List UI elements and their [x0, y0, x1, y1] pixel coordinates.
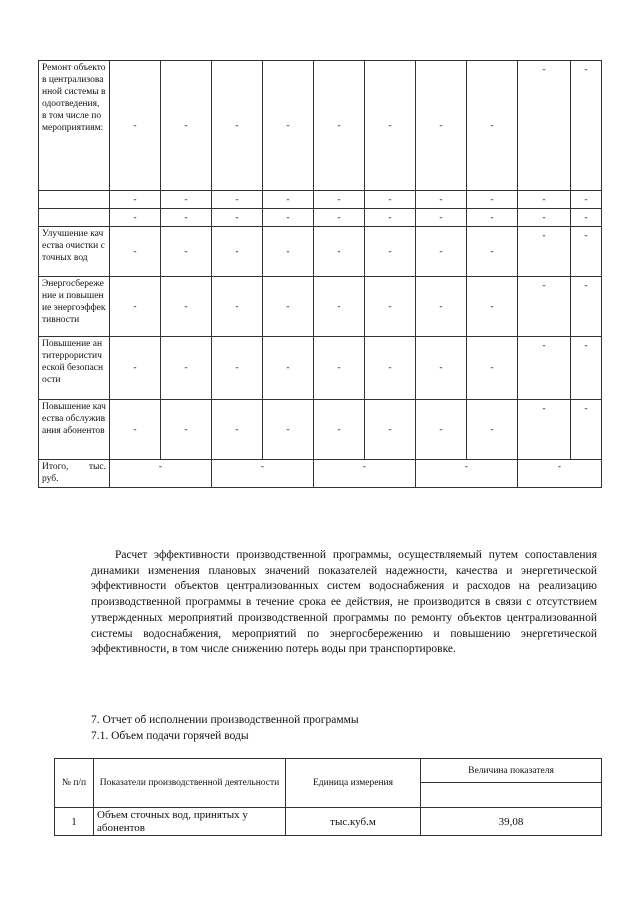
row-label: Повышение качества обслуживания абонентов: [39, 400, 110, 460]
total-row: [39, 460, 602, 488]
table-cell: -: [416, 227, 467, 277]
efficiency-paragraph: Расчет эффективности производственной программы, осуществляемый путем сопоставления динамики изменения плановых значений показателей надежности, качества и энергетической эффективности объектов централизованных систем водоснабжения и расходов на реализацию производственной программы в течение срока ее действия, не производится в связи с отсутствием утвержденных мероприятий производственной программы по ремонту объектов централизованной системы водоснабжения, мероприятий по энергосбережению и повышению энергетической эффективности, в том числе снижению потерь воды при транспортировке.: [91, 549, 597, 656]
table-cell: -: [467, 337, 518, 400]
table-cell-side: -: [518, 191, 571, 209]
table-cell: -: [263, 209, 314, 227]
row-label: Ремонт объектов централизованной системы водоотведения, в том числе по мероприятиям:: [39, 61, 110, 191]
table-cell: -: [416, 337, 467, 400]
table-cell: -: [212, 227, 263, 277]
table-cell: -: [161, 61, 212, 191]
table-cell: -: [110, 227, 161, 277]
section-title: 7. Отчет об исполнении производственной программы: [91, 714, 359, 726]
table-cell-side: -: [571, 227, 602, 277]
table-cell: -: [467, 400, 518, 460]
table-cell-side: -: [571, 277, 602, 337]
table-cell: -: [263, 227, 314, 277]
table-cell: -: [161, 337, 212, 400]
row-value: 39,08: [421, 808, 602, 836]
table-cell: -: [365, 277, 416, 337]
table-cell: -: [467, 277, 518, 337]
table-cell: -: [161, 277, 212, 337]
table-cell: -: [365, 337, 416, 400]
table-cell: -: [467, 191, 518, 209]
row-label: Энергосбережение и повышение энергоэффективности: [39, 277, 110, 337]
table-cell: -: [314, 337, 365, 400]
subsection-title: 7.1. Объем подачи горячей воды: [91, 730, 249, 742]
header-value-sub: [421, 783, 602, 808]
table-cell: -: [314, 61, 365, 191]
total-cell: -: [110, 460, 212, 488]
hot-water-volume-table: [54, 758, 602, 836]
row-num: 1: [55, 808, 94, 836]
total-cell: -: [314, 460, 416, 488]
table-cell: -: [314, 191, 365, 209]
table-cell: -: [161, 227, 212, 277]
table-cell: -: [212, 400, 263, 460]
row-label: Повышение антитеррористической безопасности: [39, 337, 110, 400]
row-label: [39, 191, 110, 209]
table-cell: -: [314, 277, 365, 337]
table-cell: -: [467, 227, 518, 277]
table-cell: -: [314, 227, 365, 277]
table-cell-side: -: [571, 337, 602, 400]
table-cell: -: [365, 191, 416, 209]
table-cell: -: [212, 277, 263, 337]
table-cell: -: [314, 209, 365, 227]
table-cell: -: [263, 337, 314, 400]
table-row: [39, 337, 602, 400]
table-cell: -: [263, 61, 314, 191]
table-cell-side: -: [518, 277, 571, 337]
table-cell: -: [416, 400, 467, 460]
header-indicator: Показатели производственной деятельности: [94, 759, 286, 808]
row-unit: тыс.куб.м: [286, 808, 421, 836]
table-cell-side: -: [518, 400, 571, 460]
table-cell: -: [314, 400, 365, 460]
table-cell-side: -: [518, 337, 571, 400]
table-cell: -: [161, 400, 212, 460]
table-cell: -: [110, 191, 161, 209]
table-cell: -: [212, 191, 263, 209]
total-label: Итого, тыс. руб.: [39, 460, 110, 488]
table-cell: -: [365, 209, 416, 227]
table-cell: -: [161, 191, 212, 209]
table-cell: -: [161, 209, 212, 227]
header-num: № п/п: [55, 759, 94, 808]
header-value: Величина показателя: [421, 759, 602, 783]
header-unit: Единица измерения: [286, 759, 421, 808]
table-cell: -: [467, 209, 518, 227]
row-label: [39, 209, 110, 227]
table-row: [39, 61, 602, 191]
table-cell: -: [110, 400, 161, 460]
activities-table: [38, 60, 602, 488]
table-cell: -: [416, 191, 467, 209]
table-row: [39, 400, 602, 460]
table-cell: -: [212, 337, 263, 400]
table-cell-side: -: [571, 209, 602, 227]
table-cell: -: [263, 191, 314, 209]
table-row: [39, 227, 602, 277]
table-row: [39, 191, 602, 209]
row-label: Улучшение качества очистки сточных вод: [39, 227, 110, 277]
table-cell: -: [365, 227, 416, 277]
table-cell: -: [365, 400, 416, 460]
table-cell: -: [110, 61, 161, 191]
table-row: [39, 277, 602, 337]
table-cell: -: [365, 61, 416, 191]
table-cell: -: [110, 209, 161, 227]
table-cell: -: [212, 209, 263, 227]
row-indicator: Объем сточных вод, принятых у абонентов: [94, 808, 286, 836]
table-cell-side: -: [518, 209, 571, 227]
table-row: [39, 209, 602, 227]
table-cell: -: [416, 277, 467, 337]
table-cell: -: [467, 61, 518, 191]
table-cell: -: [263, 277, 314, 337]
table-cell-side: -: [518, 61, 571, 191]
table-cell: -: [110, 277, 161, 337]
table-cell-side: -: [571, 400, 602, 460]
total-cell: -: [416, 460, 518, 488]
table-cell-side: -: [571, 61, 602, 191]
table-cell: -: [263, 400, 314, 460]
table-cell: -: [212, 61, 263, 191]
table-cell-side: -: [571, 191, 602, 209]
total-cell: -: [518, 460, 602, 488]
table-cell: -: [416, 61, 467, 191]
table-cell-side: -: [518, 227, 571, 277]
table-cell: -: [110, 337, 161, 400]
table-cell: -: [416, 209, 467, 227]
total-cell: -: [212, 460, 314, 488]
